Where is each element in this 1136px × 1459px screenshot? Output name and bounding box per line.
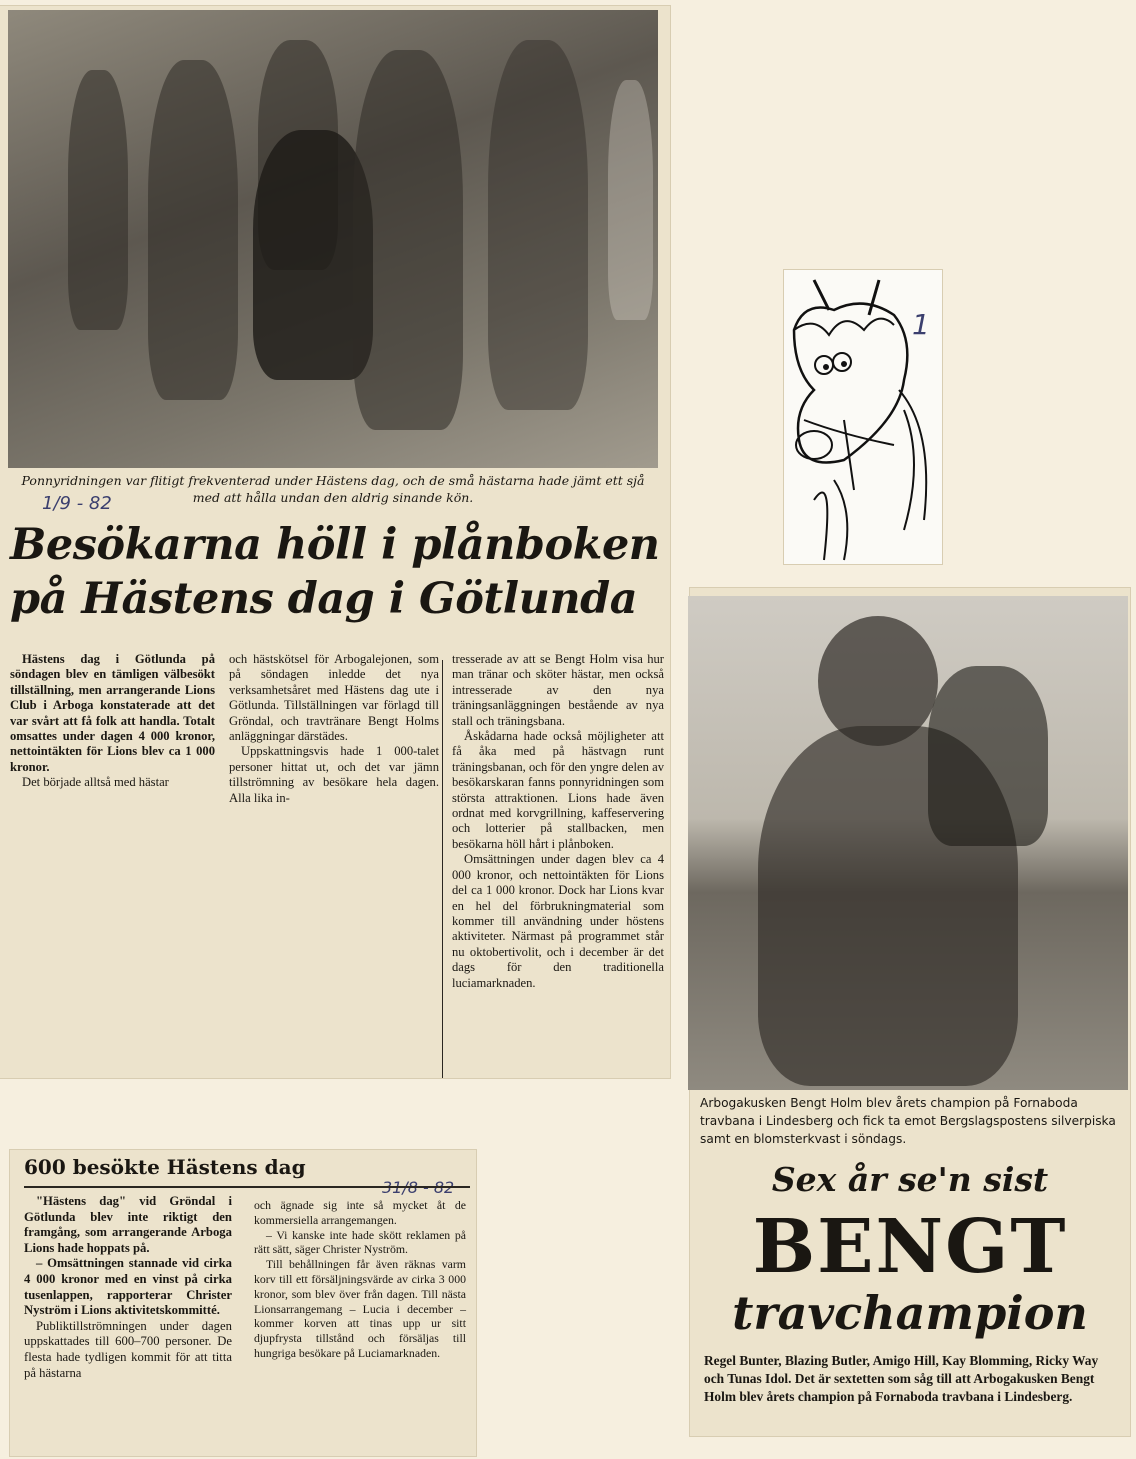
headline-line-2: på Hästens dag i Götlunda: [10, 574, 638, 624]
headline-top: Sex år se'n sist: [771, 1160, 1049, 1199]
article-headline: [10, 518, 670, 626]
flower-bouquet: [928, 666, 1048, 846]
photo-figure: [148, 60, 238, 400]
body-paragraph: Åskådarna hade också möjligheter att få åka med på hästvagn runt träningsbanan, och för den yngre delen av besökarskaran fanns ponnyridningen som största attraktionen. Lions hade även ordnat med korvgrillning, kaffeservering och lotterier på stallbacken, men besökarna höll hårt i plånboken.: [452, 729, 664, 851]
pony-riding-photo: [8, 10, 658, 468]
article-column-1: [24, 1194, 232, 1381]
photo-figure: [68, 70, 128, 330]
lead-paragraph: – Omsättningen stannade vid cirka 4 000 kronor med en vinst på cirka tusenlappen, rapporterar Christer Nyström i Lions aktivitetskommitté.: [24, 1256, 232, 1318]
photo-figure: [353, 50, 463, 430]
handwritten-date: 1/9 - 82: [42, 493, 112, 514]
photo-caption: Arbogakusken Bengt Holm blev årets champion på Fornaboda travbana i Lindesberg och fick ta emot Bergslagspostens silverpiska samt en blomsterkvast i söndags.: [700, 1096, 1116, 1146]
photo-figure: [608, 80, 653, 320]
headline-rule: [24, 1186, 470, 1188]
body-paragraph: – Vi kanske inte hade skött reklamen på rätt sätt, säger Christer Nyström.: [254, 1227, 466, 1257]
body-paragraph: Till behållningen får även räknas varm korv till ett försäljningsvärde av cirka 3 000 kronor, som blev över från dagen. Till nästa Lionsarrangemang – Lucia i december – kommer korven att tinas upp ur sitt djupfrysta tillstånd och försäljas till hungriga besökare på Luciamarknaden.: [254, 1257, 466, 1360]
article-column-1: [10, 652, 215, 791]
body-paragraph: Det började alltså med hästar: [22, 775, 169, 790]
article-column-2: [229, 652, 439, 806]
photo-caption: Ponnyridningen var flitigt frekventerad under Hästens dag, och de små hästarna hade jämt ett sjå med att hålla undan den aldrig sinande kön.: [21, 473, 645, 505]
body-paragraph: Uppskattningsvis hade 1 000-talet personer hittat ut, och det var jämn tillströmning av besökare hela dagen. Alla lika in-: [229, 744, 439, 805]
article-body: Regel Bunter, Blazing Butler, Amigo Hill, Kay Blomming, Ricky Way och Tunas Idol. Det är sextetten som såg till att Arbogakusken Bengt Holm blev årets champion på Fornaboda travbana i Lindesberg.: [704, 1353, 1099, 1404]
body-paragraph: tresserade av att se Bengt Holm visa hur man tränar och sköter hästar, men också intresserade av den nya träningsanläggningen bestående av nya stall och träningsbana.: [452, 652, 664, 728]
article-headline: 600 besökte Hästens dag: [24, 1155, 306, 1179]
body-paragraph: och ägnade sig inte så mycket åt de kommersiella arrangemangen.: [254, 1198, 466, 1227]
article-column-2: [254, 1198, 466, 1361]
headline-main: BENGT: [752, 1204, 1068, 1290]
headline-bottom: travchampion: [732, 1286, 1088, 1340]
lead-paragraph: "Hästens dag" vid Gröndal i Götlunda blev inte riktigt den framgång, som arrangerande Arboga Lions hade hoppats på.: [24, 1194, 232, 1255]
body-paragraph: och hästskötsel för Arbogalejonen, som på söndagen inledde det nya verksamhetsåret med Hästens dag ute i Götlunda. Tillställningen var förlagd till Gröndal, och travtränare Bengt Holms anläggningar därstädes.: [229, 652, 439, 744]
body-paragraph: Publiktillströmningen under dagen uppskattades till 600–700 personer. De flesta hade tydligen kommit för att titta på hästarna: [24, 1318, 232, 1380]
bengt-holm-photo: [688, 596, 1128, 1090]
article-column-3: [452, 652, 664, 991]
body-paragraph: Omsättningen under dagen blev ca 4 000 kronor, och nettointäkten för Lions del ca 1 000 kronor. Dock har Lions kvar en hel del förbrukningmaterial som kommer till användning under höstens aktiviteter. Närmast på programmet står nu oktobertivolit, och i december är det dags för den traditionella luciamarknaden.: [452, 852, 664, 990]
headline-line-1: Besökarna höll i plånboken: [10, 520, 660, 570]
column-rule: [442, 660, 443, 1078]
horse-drawing-clipping: [784, 270, 942, 564]
handwritten-mark: 1: [912, 308, 930, 341]
photo-figure: [488, 40, 588, 410]
lead-paragraph: Hästens dag i Götlunda på söndagen blev en tämligen välbesökt tillställning, men arrangerande Lions Club i Arboga konstaterade att det var svårt att få folk att handla. Totalt omsattes under dagen 4 000 kronor, nettointäkten för Lions blev ca 1 000 kronor.: [10, 652, 215, 774]
